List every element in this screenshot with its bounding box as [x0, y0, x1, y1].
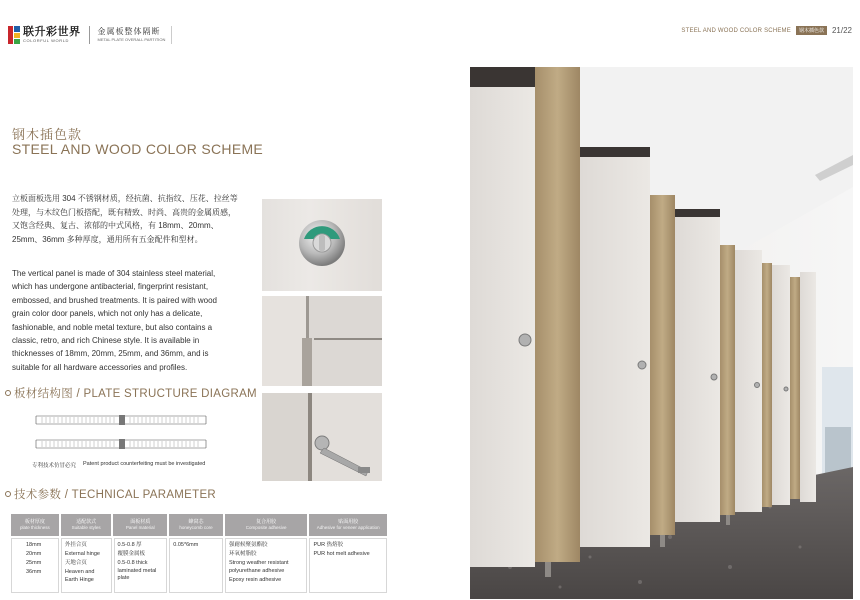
restroom-partition-photo: [470, 67, 853, 599]
table-cell-thickness: 18mm 20mm 25mm 36mm: [11, 538, 59, 593]
brand-name-cn: 联升彩世界: [23, 26, 81, 38]
plate-structure-heading: 板材结构图 / PLATE STRUCTURE DIAGRAM: [5, 385, 257, 401]
technical-parameter-heading: 技术参数 / TECHNICAL PARAMETER: [5, 486, 216, 502]
table-cell-honeycomb: 0.05*6mm: [169, 538, 223, 593]
table-header-cell: 蜂窝芯 honeycomb core: [169, 514, 223, 536]
table-header-cell: 面板材质 Panel material: [113, 514, 167, 536]
plate-structure-diagram: [34, 410, 210, 456]
header-divider: [89, 26, 90, 44]
bullet-circle-icon: [5, 390, 11, 396]
detail-image-lock-indicator: [262, 199, 382, 291]
table-header-row: [11, 514, 387, 536]
page-header-title: STEEL AND WOOD COLOR SCHEME: [681, 27, 791, 34]
table-row: [11, 538, 387, 593]
brand-logo: [8, 26, 172, 44]
table-header-cell: 复合用胶 Composite adhesive: [225, 514, 308, 536]
detail-image-hinge: [262, 393, 382, 481]
page-header-badge: 钢木插色款: [796, 26, 827, 35]
description-en: The vertical panel is made of 304 stainless steel material, which has undergone antibacterial, fingerprint resistant, embossed, and brushed treatments. It is paired with wood grain color door panels, which not only has a delicate, fashionable, and noble metal texture, but also contains a classic, retro, and rich Chinese style. It is available in thicknesses of 18mm, 20mm, 25mm, and 36mm, and is suitable for all hardware accessories and profiles.: [12, 269, 217, 372]
table-cell-veneer-adhesive: PUR 热熔胶 PUR hot melt adhesive: [309, 538, 387, 593]
page-title-en: STEEL AND WOOD COLOR SCHEME: [12, 141, 264, 157]
page-number: 21/22: [831, 26, 852, 35]
bullet-circle-icon: [5, 491, 11, 497]
table-header-cell: 适配款式 Suitable styles: [61, 514, 112, 536]
diagram-caption-en: Patent product counterfeiting must be investigated: [83, 461, 206, 467]
diagram-caption: [32, 461, 205, 469]
table-cell-composite-adhesive: 强耐候聚氨酯胶 环氧树脂胶 Strong weather resistant polyurethane adhesive Epoxy resin adhesive: [225, 538, 308, 593]
series-name-en: METAL PLATE OVERALL PARTITION: [97, 37, 166, 42]
series-name-cn: 金属板整体隔断: [97, 27, 161, 36]
table-cell-panel-material: 0.5-0.8 厚 覆膜金属板 0.5-0.8 thick laminated metal plate: [114, 538, 168, 593]
detail-image-panel-edge: [262, 296, 382, 386]
brand-name-en: COLORFUL WORLD: [23, 38, 70, 43]
page-header: [681, 26, 852, 35]
table-header-cell: 板材厚度 plate thickness: [11, 514, 59, 536]
diagram-caption-cn: 专利技术仿冒必究: [32, 463, 77, 469]
table-cell-styles: 外挂合页 External hinge 天地合页 Heaven and Earth Hinge: [61, 538, 112, 593]
description-cn: 立板面板选用 304 不锈钢材质，经抗菌、抗指纹、压花、拉丝等处理，与木纹色门板搭配，既有精致、时尚、高贵的金属质感，又饱含经典、复古、浓郁的中式风格，有 18mm、20mm、25mm、36mm 多种厚度，通用所有五金配件和型材。: [12, 194, 238, 244]
header-divider: [171, 26, 172, 44]
technical-parameter-table: [11, 514, 387, 593]
page-title-cn: 钢木插色款: [12, 127, 83, 142]
brand-mark-icon: [8, 26, 20, 44]
table-header-cell: 贴面用胶 Adhesive for veneer application: [309, 514, 387, 536]
